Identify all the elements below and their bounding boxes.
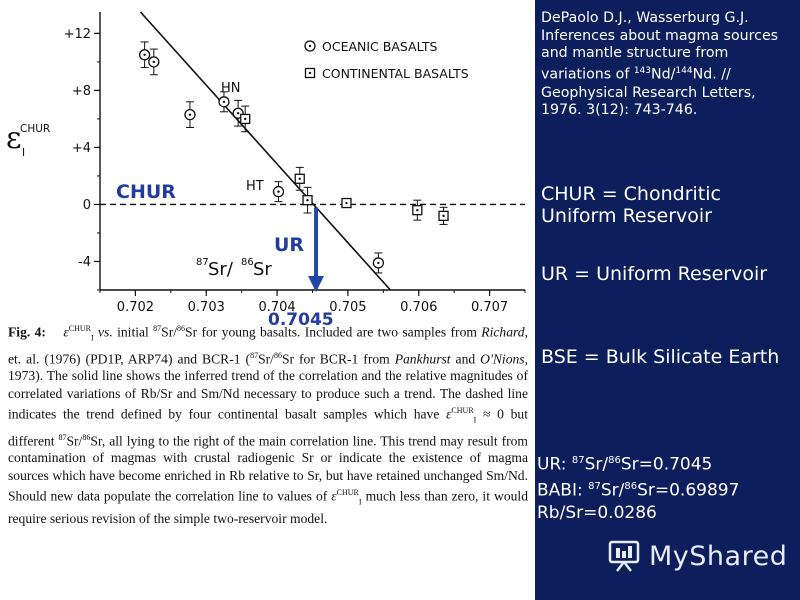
y-tick-label: +8 [71,83,91,99]
value-rbsr: Rb/Sr=0.0286 [537,503,657,524]
x-tick-label: 0.702 [116,300,155,315]
value-babi [537,476,799,502]
value-babi-tail: Sr=0.69897 [637,480,740,501]
legend-circle-dot-center [309,45,311,47]
x-tick-label: 0.703 [187,300,225,315]
x-tick-label: 0.704 [258,300,296,315]
point-center-dot [416,209,418,211]
point-center-dot [223,101,225,103]
point-center-dot [306,199,308,201]
point-center-dot [277,190,279,192]
point-center-dot [345,202,347,204]
isotope-values [537,450,799,525]
caption-vs: vs. [93,324,113,340]
point-center-dot [244,118,246,120]
caption-epsilon: ε [63,324,69,340]
y-tick-label: +12 [63,26,91,42]
figure-caption [8,320,528,528]
caption-text-e: Sr for BCR-1 from [281,351,395,367]
ur-highlight-label: UR [274,234,305,256]
caption-text-g: , 1973). The solid line shows the inferred trend of the correlation and the relative magnitudes of correlated variations of Rb/Sr and Sm/Nd necessary to produce such a trend. The dashed line indicates the trend defined by four continental basalt samples which have [8,351,528,422]
x-axis-label-base2: Sr [253,259,272,280]
y-axis-label-main: ε [6,121,22,156]
chur-highlight-label: CHUR [116,181,176,203]
x-axis-label-base1: Sr/ [208,259,233,280]
annotation-hn: HN [221,81,241,96]
caption-text-h: ≈ 0 but different [8,406,528,449]
presentation-board-icon [607,539,641,573]
point-center-dot [143,54,145,56]
definition-bse: BSE = Bulk Silicate Earth [541,346,780,368]
caption-eps-sup: CHUR [68,324,91,333]
caption-sup87: 87 [153,324,162,333]
caption-sup86-b: 86 [273,350,282,360]
point-center-dot [237,112,239,114]
value-babi-sup87: 87 [588,481,601,493]
definition-ur: UR = Uniform Reservoir [541,263,768,285]
y-tick-label: 0 [82,197,91,213]
value-ur [537,450,799,476]
value-babi-sup86: 86 [624,481,638,493]
caption-epsilon-c: ε [331,488,337,504]
value-ur-prefix: UR: [537,454,572,475]
legend-label-oceanic: OCEANIC BASALTS [322,39,438,54]
x-tick-label: 0.705 [329,300,367,315]
caption-sup86-c: 86 [82,432,91,442]
point-center-dot [299,178,301,180]
reference-sup143: 143 [633,66,652,77]
caption-text-f: and [450,351,481,367]
caption-initial: initial [112,324,154,340]
caption-onions: O'Nions [480,351,525,367]
y-tick-label: +4 [71,140,91,156]
value-babi-sr: Sr/ [600,480,625,501]
caption-richard: Richard [481,324,525,340]
point-center-dot [153,61,155,63]
annotation-ht: HT [246,179,264,194]
y-axis-label-sup: CHUR [20,123,51,135]
figure-number: Fig. 4: [8,324,46,340]
value-ur-sr: Sr/ [584,454,609,475]
caption-text-i: Sr, all lying to the right of the main correlation line. This trend may result from contamination of magmas with crustal radiogenic Sr or indicate the existence of magma sources which have become enriched in Rb relative to Sr, but have retained unchanged Sm/Nd. Should new data populate the correlation line to values of [8,433,528,504]
caption-sup87-c: 87 [58,432,67,442]
caption-eps-sup-b: CHUR [451,405,474,415]
y-axis-label-sub: I [22,147,26,159]
caption-sup87-b: 87 [250,350,259,360]
notes-panel [535,0,800,600]
point-center-dot [189,113,191,115]
value-ur-sup87: 87 [571,455,585,466]
caption-text-c: Sr for young basalts. Included are two samples from [185,324,482,340]
x-tick-label: 0.706 [400,300,438,315]
legend-square-dot-center [309,72,311,74]
caption-text-d: , et. al. (1976) (PD1P, ARP74) and BCR-1 ( [8,324,528,367]
caption-eps-sub-c: I [358,497,362,507]
legend [305,39,469,81]
caption-sr: Sr/ [161,324,178,340]
x-axis-label-sup1: 87 [196,257,209,268]
caption-epsilon-b: ε [446,406,452,422]
brand-name: MyShared [649,540,788,572]
point-center-dot [377,262,379,264]
caption-eps-sub: I [90,333,94,343]
point-center-dot [442,215,444,217]
caption-text-j: much less than zero, it would require serious revision of the simple two-reservoir model. [8,488,528,527]
value-ur-sup86: 86 [608,455,621,466]
x-axis-label-sup2: 86 [241,257,254,268]
value-ur-tail: Sr=0.7045 [620,454,713,475]
definition-chur: CHUR = Chondritic Uniform Reservoir [541,183,721,227]
reference-part1: DePaolo D.J., Wasserburg G.J. Inferences about magma sources and mantle structure from variations of [541,10,779,83]
reference-citation [541,10,793,120]
value-babi-prefix: BABI: [537,480,589,501]
caption-sr-c: Sr/ [66,433,83,449]
ur-value-highlight-label: 0.7045 [268,310,334,330]
y-tick-label: -4 [78,254,91,270]
myshared-watermark [607,536,787,576]
caption-eps-sub-b: I [473,415,477,425]
reference-part2: Nd. // Geophysical Research Letters, 1976. 3(12): 743-746. [541,66,756,119]
caption-sr-b: Sr/ [258,351,274,367]
caption-pankhurst: Pankhurst [394,351,451,367]
caption-eps-sup-c: CHUR [336,487,359,497]
reference-nd: Nd/ [651,66,676,83]
scatter-plot [0,0,535,330]
legend-label-continental: CONTINENTAL BASALTS [322,66,469,81]
caption-sup86: 86 [177,324,186,333]
x-tick-label: 0.707 [470,300,509,315]
reference-sup144: 144 [675,66,693,77]
